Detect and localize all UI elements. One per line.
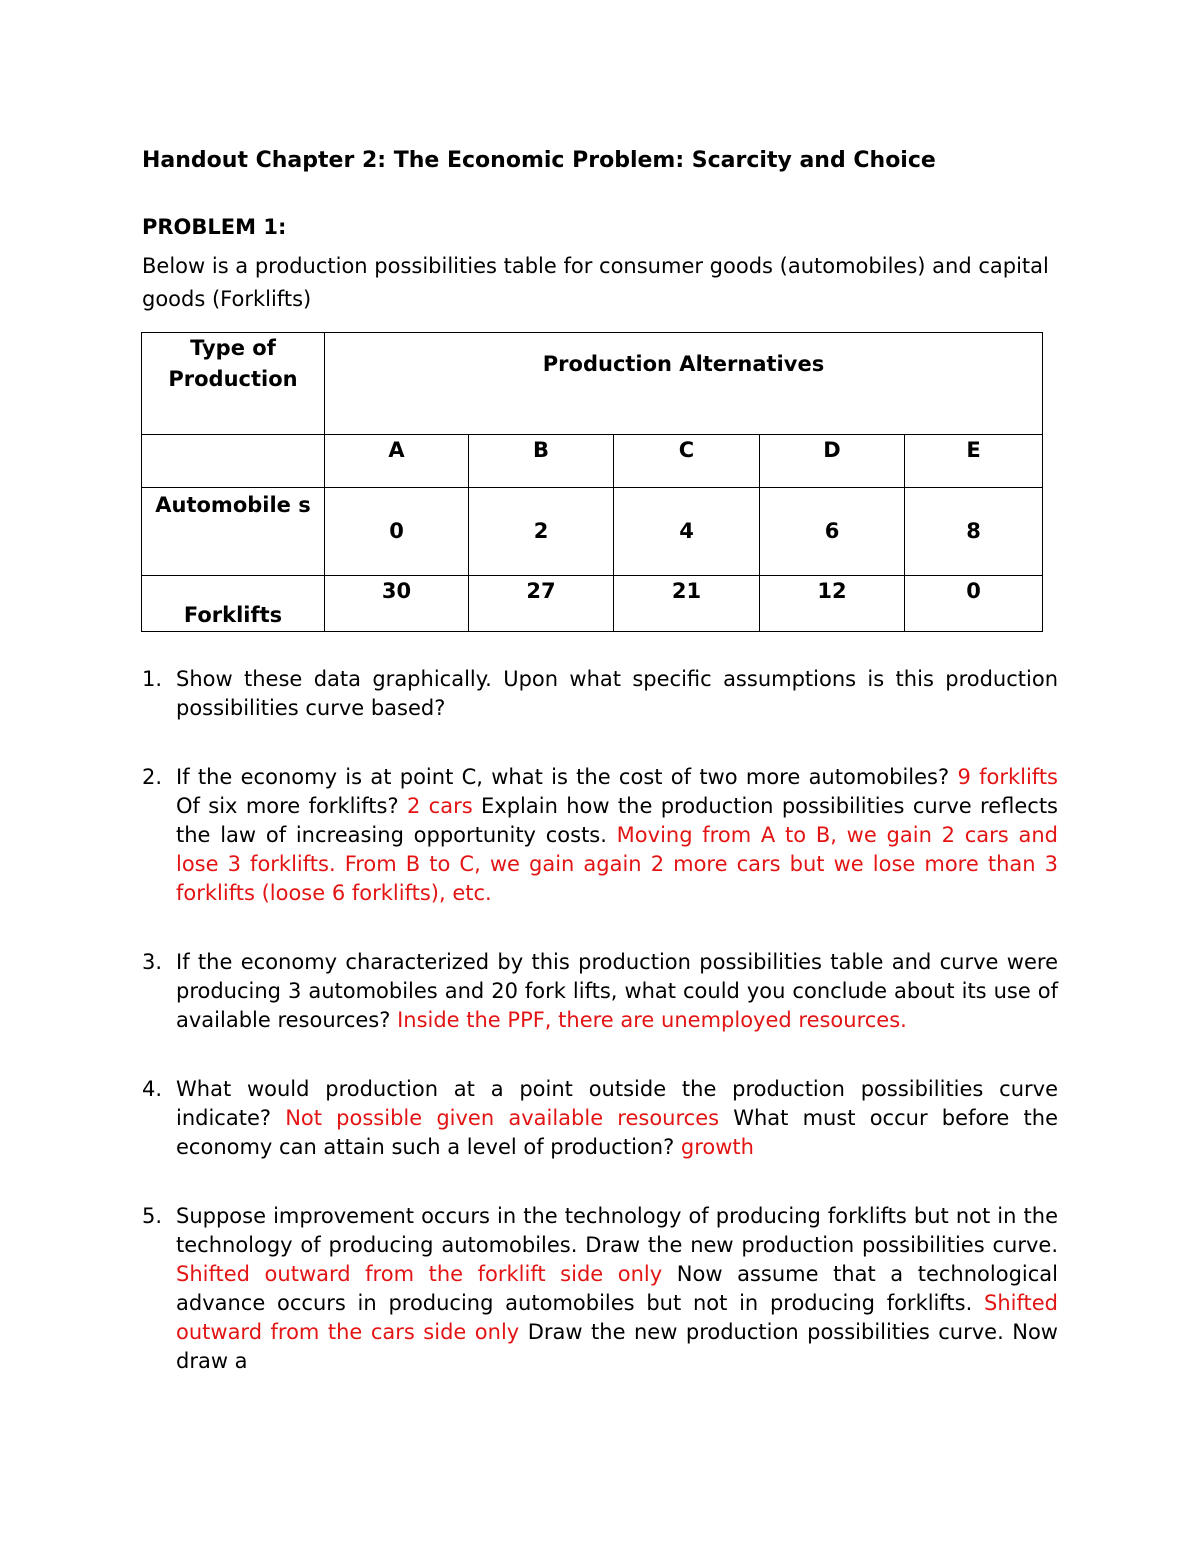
answer-text: growth bbox=[680, 1135, 754, 1159]
question-item bbox=[142, 665, 1058, 723]
question-item bbox=[142, 1075, 1058, 1162]
question-text: Now assume that a technological advance occurs in producing automobiles but not in producing forklifts. bbox=[176, 1262, 1058, 1315]
question-item bbox=[142, 948, 1058, 1035]
question-number: 2. bbox=[142, 765, 163, 789]
table-cell bbox=[142, 435, 325, 488]
question-text: Draw the new production possibilities curve. Now draw a bbox=[176, 1320, 1058, 1373]
table-row-label-cell bbox=[142, 576, 325, 632]
table-column-label: E bbox=[905, 435, 1043, 488]
problem-label: PROBLEM 1: bbox=[142, 215, 287, 239]
question-text: Explain how the production possibilities curve reflects the law of increasing opportunity costs. bbox=[176, 794, 1058, 847]
table-cell: 12 bbox=[760, 576, 905, 632]
question-number: 4. bbox=[142, 1077, 163, 1101]
table-cell: 21 bbox=[614, 576, 760, 632]
answer-text: 9 forklifts bbox=[957, 765, 1058, 789]
question-text: Suppose improvement occurs in the technology of producing forklifts but not in the technology of producing automobiles. Draw the new production possibilities curve. bbox=[176, 1204, 1058, 1257]
question-text: Show these data graphically. Upon what specific assumptions is this production possibilities curve based? bbox=[176, 667, 1058, 720]
table-row-label: Automobile s bbox=[142, 488, 325, 576]
answer-text: 2 cars bbox=[406, 794, 473, 818]
table-column-label: C bbox=[614, 435, 760, 488]
table-cell: 6 bbox=[760, 488, 905, 576]
table-alternatives-label: Production Alternatives bbox=[325, 333, 1043, 435]
table-column-label: D bbox=[760, 435, 905, 488]
table-row bbox=[142, 488, 1043, 576]
problem-intro: Below is a production possibilities table for consumer goods (automobiles) and capital goods (Forklifts) bbox=[142, 254, 1049, 311]
table-row bbox=[142, 576, 1043, 632]
answer-text: Inside the PPF, there are unemployed resources. bbox=[397, 1008, 907, 1032]
table-cell: 0 bbox=[325, 488, 469, 576]
question-text: Of six more forklifts? bbox=[176, 794, 407, 818]
question-text: What must occur before the economy can attain such a level of production? bbox=[176, 1106, 1058, 1159]
question-number: 5. bbox=[142, 1204, 163, 1228]
table-cell: 27 bbox=[469, 576, 614, 632]
answer-text: Shifted outward from the forklift side only bbox=[176, 1262, 663, 1286]
question-number: 3. bbox=[142, 950, 163, 974]
question-text: What would production at a point outside the production possibilities curve indicate? bbox=[176, 1077, 1058, 1130]
answer-text: Not possible given available resources bbox=[285, 1106, 720, 1130]
table-row-label: Forklifts bbox=[183, 603, 283, 627]
question-item bbox=[142, 1202, 1058, 1376]
document-title: Handout Chapter 2: The Economic Problem: Scarcity and Choice bbox=[142, 148, 936, 173]
answer-text: Shifted outward from the cars side only bbox=[176, 1291, 1058, 1344]
table-cell: 8 bbox=[905, 488, 1043, 576]
table-cell: 4 bbox=[614, 488, 760, 576]
production-possibilities-table bbox=[141, 332, 1043, 632]
question-text: If the economy characterized by this production possibilities table and curve were producing 3 automobiles and 20 fork lifts, what could you conclude about its use of available resources? bbox=[176, 950, 1058, 1032]
answer-text: Moving from A to B, we gain 2 cars and lose 3 forklifts. From B to C, we gain again 2 more cars but we lose more than 3 forklifts (loose 6 forklifts), etc. bbox=[176, 823, 1058, 905]
table-cell: 30 bbox=[325, 576, 469, 632]
table-column-label: A bbox=[325, 435, 469, 488]
question-text: If the economy is at point C, what is the cost of two more automobiles? bbox=[176, 765, 958, 789]
question-item bbox=[142, 763, 1058, 908]
table-cell: 0 bbox=[905, 576, 1043, 632]
table-column-label: B bbox=[469, 435, 614, 488]
table-row bbox=[142, 435, 1043, 488]
table-cell: 2 bbox=[469, 488, 614, 576]
question-list bbox=[142, 665, 1058, 1376]
table-header-row bbox=[142, 333, 1043, 435]
table-corner-label: Type of Production bbox=[142, 333, 325, 435]
question-number: 1. bbox=[142, 667, 163, 691]
